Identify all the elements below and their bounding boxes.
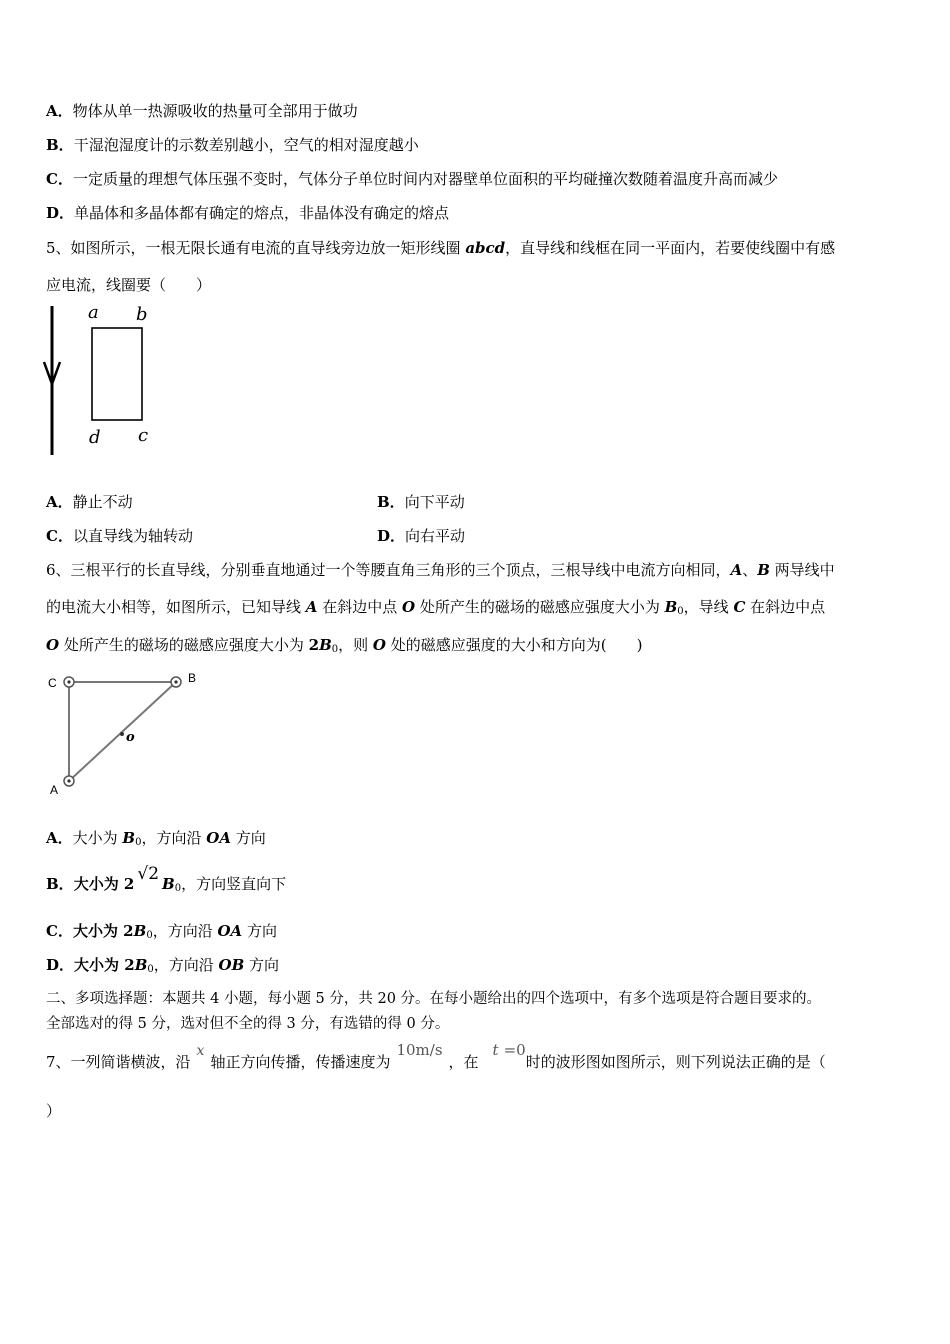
direction: OA xyxy=(217,922,243,940)
option-label: D． xyxy=(377,527,406,545)
option-label: B． xyxy=(377,493,405,511)
wire-c-dot xyxy=(67,680,70,683)
q6-option-a xyxy=(46,828,266,853)
subscript: 0 xyxy=(331,644,339,655)
wire-a-dot xyxy=(67,779,70,782)
stem-text: 、 xyxy=(742,561,758,579)
stem-text: 轴正方向传播，传播速度为 xyxy=(210,1053,391,1071)
stem-text: 处所产生的磁场的磁感应强度大小为 xyxy=(415,598,665,616)
stem-text: ，则 xyxy=(338,636,373,654)
midpoint-o-dot xyxy=(120,732,124,736)
q5-option-a xyxy=(46,492,133,512)
option-text: 向下平动 xyxy=(404,493,465,511)
var-t: t xyxy=(492,1041,499,1059)
option-text: 方向 xyxy=(242,922,277,940)
subscript: 0 xyxy=(146,930,153,941)
q4-option-b xyxy=(46,135,419,155)
stem-text: 的电流大小相等，如图所示，已知导线 xyxy=(46,598,306,616)
option-text: 大小为 2 xyxy=(73,875,135,893)
symbol: B xyxy=(133,922,147,940)
q6-stem-line3 xyxy=(46,635,642,660)
stem-text: 在斜边中点 xyxy=(317,598,402,616)
stem-text: 应电流，线圈要（ ） xyxy=(46,276,212,294)
section-heading-line1 xyxy=(46,989,821,1009)
stem-text: 在斜边中点 xyxy=(745,598,826,616)
option-text: 物体从单一热源吸收的热量可全部用于做功 xyxy=(72,102,358,120)
option-text: 向右平动 xyxy=(405,527,466,545)
q4-option-a xyxy=(46,101,358,121)
option-text: ，方向竖直向下 xyxy=(181,875,287,893)
symbol: B xyxy=(757,561,770,579)
label-o: o xyxy=(126,730,135,745)
direction: OA xyxy=(206,829,231,847)
option-text: 大小为 2 xyxy=(72,922,134,940)
t-equals: =0 xyxy=(503,1041,526,1059)
sqrt-two: √2 xyxy=(137,864,160,884)
option-text: 大小为 xyxy=(72,829,123,847)
label-b: b xyxy=(136,304,148,325)
option-text: ，方向沿 xyxy=(141,829,207,847)
wire-b-dot xyxy=(174,680,177,683)
q6-option-d xyxy=(46,955,279,980)
q6-option-b xyxy=(46,864,287,899)
option-text: 一定质量的理想气体压强不变时，气体分子单位时间内对器壁单位面积的平均碰撞次数随着温度升高而减少 xyxy=(72,170,778,188)
option-text: ，方向沿 xyxy=(153,956,219,974)
option-text: 以直导线为轴转动 xyxy=(72,527,193,545)
option-text: 方向 xyxy=(230,829,266,847)
option-text: 干湿泡湿度计的示数差别越小，空气的相对湿度越小 xyxy=(73,136,419,154)
stem-text: 5、如图所示，一根无限长通有电流的直导线旁边放一矩形线圈 xyxy=(46,239,466,257)
subscript: 0 xyxy=(135,837,142,848)
symbol: O xyxy=(372,636,386,654)
q6-option-c xyxy=(46,921,277,946)
option-text: 方向 xyxy=(244,956,280,974)
q6-stem-line2 xyxy=(46,597,825,622)
subscript: 0 xyxy=(677,606,684,617)
stem-text: 两导线中 xyxy=(769,561,835,579)
q5-option-d xyxy=(377,526,465,546)
label-c: c xyxy=(138,425,149,446)
q5-stem-line1 xyxy=(46,238,835,258)
stem-text: 处的磁感应强度的大小和方向为( ) xyxy=(385,636,643,654)
stem-text: 7、一列简谐横波，沿 xyxy=(46,1053,191,1071)
q5-option-c xyxy=(46,526,193,546)
q4-option-d xyxy=(46,203,449,223)
stem-text: 处所产生的磁场的磁感应强度大小为 xyxy=(59,636,309,654)
speed-value: 10m/s xyxy=(396,1041,443,1059)
option-text: 单晶体和多晶体都有确定的熔点，非晶体没有确定的熔点 xyxy=(74,204,450,222)
symbol: B xyxy=(319,636,332,654)
q5-stem-line2 xyxy=(46,275,211,295)
option-text: ，方向沿 xyxy=(152,922,218,940)
section-text: 全部选对的得 5 分，选对但不全的得 3 分，有选错的得 0 分。 xyxy=(46,1016,450,1032)
stem-text: ，导线 xyxy=(683,598,734,616)
stem-text: ，在 xyxy=(448,1053,479,1071)
symbol: C xyxy=(733,598,746,616)
q6-figure xyxy=(44,668,214,803)
coefficient: 2 xyxy=(308,636,320,654)
option-label: C． xyxy=(46,527,73,545)
label-a: A xyxy=(50,783,59,797)
subscript: 0 xyxy=(174,883,182,894)
option-label: C． xyxy=(46,922,73,940)
option-label: D． xyxy=(46,956,75,974)
option-label: C． xyxy=(46,170,73,188)
stem-text: 时的波形图如图所示，则下列说法正确的是（ xyxy=(525,1053,826,1071)
q4-option-c xyxy=(46,169,778,189)
q5-option-b xyxy=(377,492,465,512)
symbol: B xyxy=(664,598,678,616)
symbol: O xyxy=(401,598,416,616)
var-x: x xyxy=(196,1043,205,1059)
direction: OB xyxy=(218,956,245,974)
subscript: 0 xyxy=(147,964,154,975)
stem-text: ） xyxy=(46,1102,62,1120)
symbol: B xyxy=(134,956,148,974)
option-label: B． xyxy=(46,136,74,154)
label-b: B xyxy=(188,671,197,685)
q6-stem-line1 xyxy=(46,560,835,580)
option-label: A． xyxy=(46,102,73,120)
label-a: a xyxy=(88,302,99,323)
triangle-side-ab xyxy=(69,682,176,781)
q7-stem xyxy=(46,1041,826,1073)
option-label: A． xyxy=(46,829,73,847)
label-c: C xyxy=(48,676,57,690)
stem-text: ，直导线和线框在同一平面内，若要使线圈中有感 xyxy=(505,239,836,257)
symbol: O xyxy=(46,636,60,654)
q7-stem-close xyxy=(46,1101,61,1121)
symbol: B xyxy=(162,875,175,893)
option-label: A． xyxy=(46,493,73,511)
option-text: 大小为 2 xyxy=(74,956,135,974)
rectangular-coil xyxy=(92,328,142,420)
symbol: A xyxy=(730,561,743,579)
option-text: 静止不动 xyxy=(72,493,133,511)
section-heading-line2 xyxy=(46,1014,449,1034)
coil-name: abcd xyxy=(465,239,506,257)
stem-text: 6、三根平行的长直导线，分别垂直地通过一个等腰直角三角形的三个顶点，三根导线中电流方向相同， xyxy=(46,561,731,579)
option-label: D． xyxy=(46,204,75,222)
q5-figure xyxy=(40,300,170,460)
section-text: 二、多项选择题：本题共 4 小题，每小题 5 分，共 20 分。在每小题给出的四个选项中，有多个选项是符合题目要求的。 xyxy=(46,991,822,1007)
label-d: d xyxy=(89,427,101,448)
option-label: B． xyxy=(46,875,74,893)
symbol: A xyxy=(305,598,318,616)
symbol: B xyxy=(122,829,136,847)
